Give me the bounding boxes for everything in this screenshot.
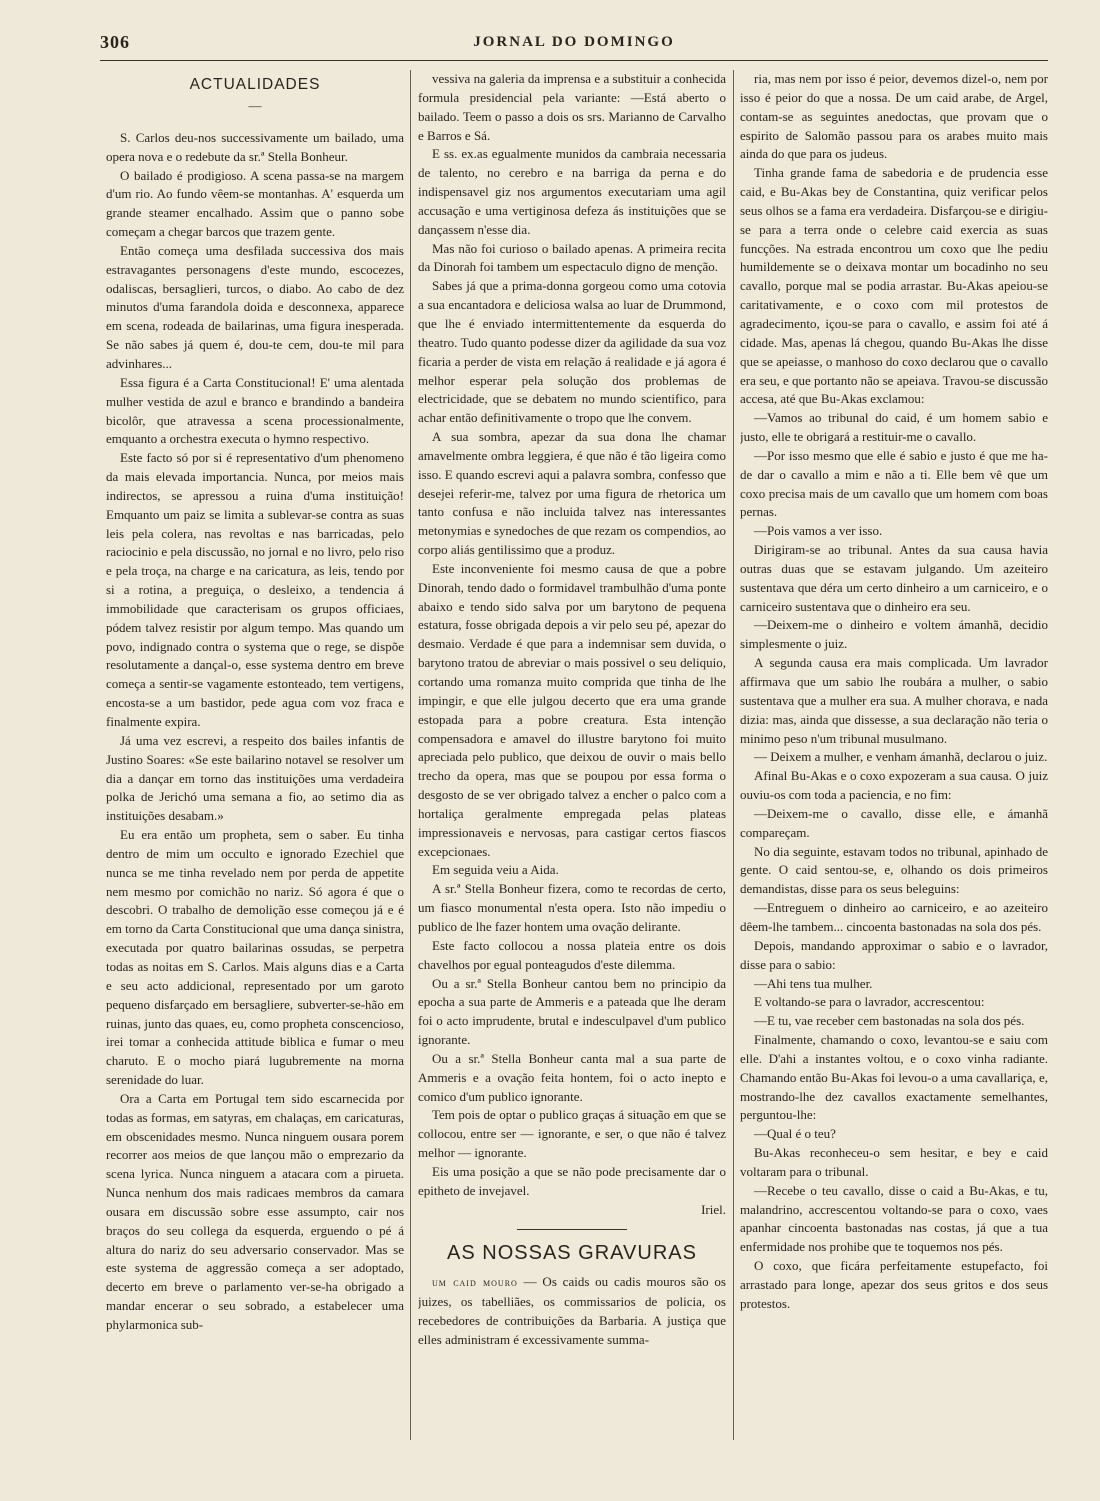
article-paragraph: O coxo, que ficára perfeitamente estupefacto, foi arrastado para longe, apezar dos seus gritos e dos seus protestos.	[740, 1258, 1048, 1311]
article-paragraph: E ss. ex.as egualmente munidos da cambraia necessaria de talento, no cerebro e na barriga da perna e do indispensavel giz nos argumentos executariam uma agil accusação e uma vertiginosa defeza ás instituições que se dançassem n'esse dia.	[418, 146, 726, 237]
article-paragraph: Ora a Carta em Portugal tem sido escarnecida por todas as formas, em satyras, em chalaças, em caricaturas, em obscenidades mesmo. Nunca ninguem ousara porem recorrer aos meios de que lançou mão o emprezario da scena lyrica. Nunca ninguem a atacara com a pirueta. Nunca nenhum dos mais radicaes membros da camara ousara em discussão sobre esse assumpto, cair nos braços do seu collega da esquerda, erguendo o pé á altura do nariz do seu adversario conservador. Mas se este systema de aggressão começa a ser adoptado, decerto em breve o parlamento ver-se-ha obrigado a mandar encerar o seu sobrado, a estabelecer uma phylarmonica sub-	[106, 1090, 404, 1332]
article-paragraph: —Recebe o teu cavallo, disse o caid a Bu-Akas, e tu, malandrino, accrescentou voltando-se para o coxo, vaes apanhar cincoenta bastonadas nas costas, já que a tua enfermidade nos prohibe que te toquemos nos pés.	[740, 1182, 1048, 1255]
article-paragraph: A sr.ª Stella Bonheur fizera, como te recordas de certo, um fiasco monumental n'esta opera. Isto não impediu o publico de lhe fazer hontem uma ovação delirante.	[418, 881, 726, 934]
article-paragraph: —E tu, vae receber cem bastonadas na sola dos pés.	[754, 1013, 1025, 1029]
article-paragraph: Bu-Akas reconheceu-o sem hesitar, e bey e caid voltaram para o tribunal.	[740, 1145, 1048, 1179]
article-paragraph: Afinal Bu-Akas e o coxo expozeram a sua causa. O juiz ouviu-os com toda a paciencia, e no fim:	[740, 768, 1048, 803]
article-paragraph: Ou a sr.ª Stella Bonheur cantou bem no principio da epocha a sua parte de Ammeris e a pateada que lhe deram foi o acto imprudente, brutal e indesculpavel d'um publico ignorante.	[418, 975, 726, 1048]
article-paragraph: Finalmente, chamando o coxo, levantou-se e saiu com elle. D'ahi a instantes voltou, e o coxo vinha radiante. Chamando então Bu-Akas foi levou-o a uma cavallariça, e, mostrando-lhe dez cavallos exactamente semelhantes, perguntou-lhe:	[740, 1032, 1048, 1123]
article-paragraph: Este facto collocou a nossa plateia entre os dois chavelhos por egual ponteagudos d'este dilemma.	[418, 937, 726, 972]
article-paragraph: Ou a sr.ª Stella Bonheur canta mal a sua parte de Ammeris e a ovação feita hontem, foi o acto inepto e comico d'um publico ignorante.	[418, 1050, 726, 1104]
article-paragraph: Já uma vez escrevi, a respeito dos bailes infantis de Justino Soares: «Se este bailarino notavel se resolver um dia a dançar em torno das instituições uma verdadeira polka de Jerichó uma semana a fio, ao setimo dia as instituições desabam.»	[106, 732, 404, 824]
article-paragraph: —Deixem-me o cavallo, disse elle, e ámanhã compareçam.	[740, 805, 1048, 840]
author-signature: Iriel.	[701, 1201, 726, 1217]
article-paragraph: Eis uma posição a que se não pode precisamente dar o epitheto de invejavel.	[418, 1163, 726, 1198]
article-paragraph: Este facto só por si é representativo d'um phenomeno da mais elevada importancia. Nunca, por meios mais indirectos, se apressou a ruina d'uma instituição! Emquanto um paiz se limita a sublevar-se contra as suas leis pela colera, nas revoltas e nas barricadas, pelo raciocinio e pela discussão, no jornal e no livro, pelo riso e pela troça, na charge e na caricatura, as leis, tendo por si a rotina, a preguiça, o desleixo, a tendencia á immobilidade que caracterisam os grupos officiaes, pódem talvez resistir por algum tempo. Mas quando um povo, indignado contra o systema que o rege, se dispõe resolutamente a dançal-o, esse systema dentro em breve começa a sentir-se vagamente estonteado, tem vertigens, encosta-se a um bastidor, pede agua com voz fraca e finalmente expira.	[106, 450, 404, 729]
article-paragraph: O bailado é prodigioso. A scena passa-se na margem d'um rio. Ao fundo vêem-se montanhas. A' esquerda um grande steamer encalhado. Assim que o panno sobe começam a chegar barcos que trazem gente.	[106, 167, 404, 240]
article-paragraph: Eu era então um propheta, sem o saber. Eu tinha dentro de mim um occulto e ignorado Ezechiel que nunca se me tinha revelado nem por perda de appetite nem mesmo por comichão no nariz. Só agora é que o descobri. O trabalho de demolição esse começou já e é em torno da Carta Constitucional que uma dança sinistra, executada por quatro bailarinas ossudas, se perpetra todas as noitas em S. Carlos. Mais alguns dias e a Carta e seu acto addicional, representado por um garoto pequeno disfarçado em bersagliere, subverter-se-hão em ruinas, junto das quaes, eu, como propheta conscencioso, irei tomar a conhecida attitude biblica e fumar o meu charuto. E o mocho piará lugubremente na morna serenidade do luar.	[106, 827, 404, 1088]
gravuras-paragraph	[418, 1273, 726, 1349]
article-paragraph: No dia seguinte, estavam todos no tribunal, apinhado de gente. O caid sentou-se, e, olhando os dois primeiros demandistas, disse para os seus beleguins:	[740, 843, 1048, 897]
gravuras-text: — Os caids ou cadis mouros são os juizes, os tabelliães, os commissarios de policia, os recebedores de contribuições da Barbaria. A justiça que elles administram é excessivamente summa-	[418, 1274, 726, 1347]
article-paragraph: Este inconveniente foi mesmo causa de que a pobre Dinorah, tendo dado o formidavel trambulhão d'uma ponte abaixo e tendo sido salva por um barytono de pequena estatura, fosse obrigada depois a vir pelo seu pé, apezar do desmaio. Verdade é que para a indemnisar sem duvida, o barytono tratou de abreviar o mais possivel o seu deliquio, cortando uma romanza muito comprida que tinha de lhe impingir, e que elle julgou decerto que era uma grande estopada para a pobre creatura. Esta intenção compensadora e amavel do illustre barytono foi muito apreciada pelo publico, que deixou de ouvir o mais bello trecho da opera, mas que se poupou por essa forma o desgosto de se ver obrigado talvez a encher o palco com a hortaliça geralmente empregada pelas plateas impressionaveis e nervosas, para castigar certos fiascos excepcionaes.	[418, 560, 726, 859]
article-paragraph: Sabes já que a prima-donna gorgeou como uma cotovia a sua encantadora e deliciosa walsa ao luar de Drummond, que lhe é enviado intermittentemente da esquerda do theatro. Tudo quanto podesse dizer da agilidade da sua voz ficaria a perder de vista em relação á realidade e já agora é melhor esperar pela solução dos problemas de electricidade, que se debatem no mundo scientifico, para achar então definitivamente o tropo que lhe convem.	[418, 278, 726, 426]
article-paragraph: Tinha grande fama de sabedoria e de prudencia esse caid, e Bu-Akas bey de Constantina, quiz verificar pelos seus olhos se a fama era verdadeira. Disfarçou-se e dirigiu-se para a terra onde o celebre caid exercia as suas funcções. Na estrada encontrou um coxo que lhe pediu humildemente se o deixava montar um bocadinho no seu cavallo, porque mal se podia arrastar. Bu-Akas apeiou-se caritativamente, e o coxo com mil protestos de agradecimento, içou-se para o cavallo, e assim foi até á cidade. Mas, apenas lá chegou, quando Bu-Akas lhe disse que se apeiasse, o manhoso do coxo declarou que o cavallo era seu, e que portanto não se apeiava. Travou-se discussão accesa, até que Bu-Akas exclamou:	[740, 165, 1048, 407]
column-3	[740, 70, 1048, 1450]
page-number: 306	[100, 32, 130, 52]
article-paragraph: vessiva na galeria da imprensa e a substituir a conhecida formula presidencial pela variante: —Está aberto o bailado. Teem o passo a dois os srs. Marianno de Carvalho e Barros e Sá.	[418, 71, 726, 143]
gravuras-lead: um caid mouro	[432, 1277, 518, 1290]
article-paragraph: —Por isso mesmo que elle é sabio e justo é que me ha-de dar o cavallo a mim e não a ti. Elle bem vê que um coxo precisa mais de um cavallo que um homem com boas pernas.	[740, 447, 1048, 520]
article-paragraph: ria, mas nem por isso é peior, devemos dizel-o, nem por isso é peior do que a nossa. De um caid arabe, de Argel, contam-se as seguintes anedoctas, que provam que o espirito de Salomão passou para os arabes muito mais ainda do que para os judeus.	[740, 71, 1048, 162]
journal-title: JORNAL DO DOMINGO	[473, 34, 675, 50]
section-title-actualidades: ACTUALIDADES	[189, 76, 321, 93]
title-dash: —	[248, 97, 262, 113]
column-divider	[733, 70, 734, 1440]
article-paragraph: A segunda causa era mais complicada. Um lavrador affirmava que um sabio lhe roubára a mulher, o sabio sustentava que a mulher era sua. A mulher chorava, e nada dizia: mas, ainda que dissesse, a sua declaração não teria o minimo peso n'um tribunal musulmano.	[740, 655, 1048, 746]
article-paragraph: E voltando-se para o lavrador, accrescentou:	[754, 994, 985, 1010]
article-paragraph: — Deixem a mulher, e venham ámanhã, declarou o juiz.	[754, 749, 1048, 765]
article-paragraph: Dirigiram-se ao tribunal. Antes da sua causa havia outras duas que se estavam julgando. Um azeiteiro sustentava que déra um certo dinheiro a um carniceiro, e o carniceiro sustentava que o dinheiro era seu.	[740, 542, 1048, 614]
article-paragraph: —Vamos ao tribunal do caid, é um homem sabio e justo, elle te obrigará a restituir-me o cavallo.	[740, 410, 1048, 445]
column-divider	[410, 70, 411, 1440]
article-paragraph: Então começa uma desfilada successiva dos mais estravagantes personagens d'este mundo, escocezes, odaliscas, bersaglieri, turcos, o diabo. Ao cabo de dez minutos d'uma farandola doida e desconnexa, apparece em scena, rodeada de bailarinas, uma figura inesperada. Se não sabes já quem é, dou-te cem, dou-te mil para advinhares...	[106, 242, 404, 371]
section-divider	[517, 1229, 627, 1230]
page-header	[100, 30, 1048, 54]
article-paragraph: Tem pois de optar o publico graças á situação em que se collocou, entre ser — ignorante, e ser, o que não é talvez melhor — ignorante.	[418, 1107, 726, 1161]
article-paragraph: —Qual é o teu?	[754, 1126, 836, 1142]
column-2	[418, 70, 726, 1450]
article-paragraph: —Entreguem o dinheiro ao carniceiro, e ao azeiteiro dêem-lhe tambem... cincoenta bastonadas na sola dos pés.	[740, 900, 1048, 934]
column-1	[106, 70, 404, 1450]
article-paragraph: —Ahi tens tua mulher.	[754, 975, 873, 991]
article-paragraph: A sua sombra, apezar da sua dona lhe chamar amavelmente ombra leggiera, é que não é tão ligeira como isso. E quando escrevi aqui a palavra sombra, confesso que desejei referir-me, talvez por uma figura de rhetorica um tanto confusa e não incluida talvez nas interessantes metonymias e synedoches de que rezam os compendios, ao corpo aliás gentilissimo que a produz.	[418, 429, 726, 558]
article-paragraph: Depois, mandando approximar o sabio e o lavrador, disse para o sabio:	[740, 937, 1048, 972]
section-title-gravuras: AS NOSSAS GRAVURAS	[447, 1242, 697, 1265]
article-paragraph: —Deixem-me o dinheiro e voltem ámanhã, decidio simplesmente o juiz.	[740, 617, 1048, 652]
article-paragraph: Essa figura é a Carta Constitucional! E' uma alentada mulher vestida de azul e branco e brandindo a bandeira bicolôr, que atravessa a scena processionalmente, emquanto a orchestra executa o hymno respectivo.	[106, 374, 404, 447]
article-paragraph: Em seguida veiu a Aida.	[432, 862, 559, 878]
article-paragraph: S. Carlos deu-nos successivamente um bailado, uma opera nova e o redebute da sr.ª Stella Bonheur.	[106, 129, 404, 164]
article-paragraph: —Pois vamos a ver isso.	[754, 523, 883, 539]
article-paragraph: Mas não foi curioso o bailado apenas. A primeira recita da Dinorah foi tambem um espectaculo digno de menção.	[418, 240, 726, 275]
header-rule	[100, 60, 1048, 61]
